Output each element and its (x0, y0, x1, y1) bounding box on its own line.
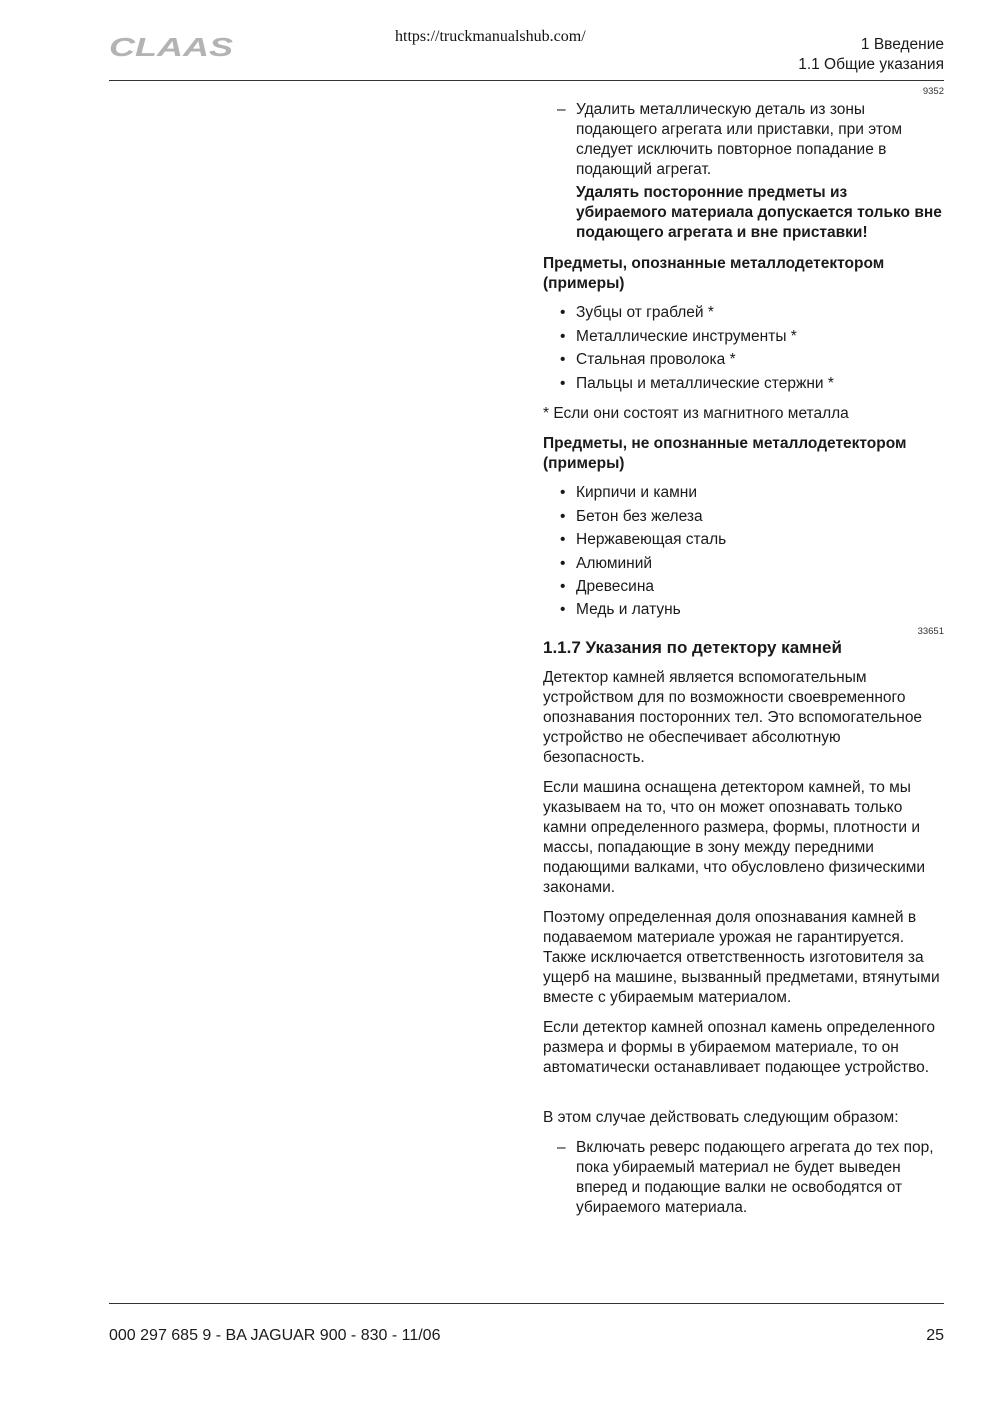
source-url: https://truckmanualshub.com/ (395, 28, 586, 45)
dash-mark: – (557, 101, 566, 118)
list-item: • Стальная проволока * (560, 351, 736, 368)
list-item: • Алюминий (560, 555, 653, 572)
list-item: • Зубцы от граблей * (560, 304, 714, 321)
paragraph: В этом случае действовать следующим образом: (543, 1109, 899, 1126)
paragraph: Поэтому определенная доля опознавания камней в подаваемом материале урожая не гарантируется. Также исключается ответственность изготовителя за ущерб на машине, вызванный предметами, втянутыми вместе с убираемым материалом. (543, 909, 940, 1006)
intro-dash-warning: Удалять посторонние предметы из убираемого материала допускается только вне подающего агрегата и вне приставки! (576, 184, 942, 241)
list-item: • Кирпичи и камни (560, 484, 697, 501)
list-item: • Медь и латунь (560, 601, 681, 618)
list-item: • Нержавеющая сталь (560, 531, 727, 548)
detected-heading: Предметы, опознанные металлодетектором (примеры) (543, 255, 885, 292)
ref-number-top: 9352 (922, 86, 944, 97)
footer-divider (109, 1303, 944, 1304)
list-item: • Металлические инструменты * (560, 328, 797, 345)
page-number: 25 (926, 1327, 944, 1344)
intro-dash-item (557, 100, 942, 243)
header-chapter-block (798, 35, 944, 75)
reverse-dash-text: Включать реверс подающего агрегата до тех пор, пока убираемый материал не будет выведен вперед и подающие валки не освободятся от убираемого материала. (576, 1139, 934, 1216)
not-detected-heading: Предметы, не опознанные металлодетектором (примеры) (543, 435, 907, 472)
paragraph: Детектор камней является вспомогательным устройством для по возможности своевременного опознавания посторонних тел. Это вспомогательное устройство не обеспечивает абсолютную безопасность. (543, 669, 923, 766)
section-heading: 1.1.7 Указания по детектору камней (543, 638, 842, 657)
dash-mark: – (557, 1139, 566, 1156)
intro-dash-text: Удалить металлическую деталь из зоны подающего агрегата или приставки, при этом следует исключить повторное попадание в подающий агрегат. (576, 101, 903, 178)
list-item: • Бетон без железа (560, 508, 703, 525)
ref-number-mid: 33651 (917, 626, 944, 637)
logo-text: CLAAS (109, 35, 234, 59)
list-item: • Пальцы и металлические стержни * (560, 375, 834, 392)
detected-footnote: * Если они состоят из магнитного металла (543, 405, 849, 422)
header-divider (109, 80, 944, 81)
paragraph: Если детектор камней опознал камень определенного размера и формы в убираемом материале, то он автоматически останавливает подающее устройство. (543, 1019, 936, 1076)
section-title: 1.1 Общие указания (798, 56, 944, 73)
list-item: • Древесина (560, 578, 655, 595)
claas-logo (109, 35, 235, 59)
reverse-dash-item (557, 1138, 942, 1218)
chapter-title: 1 Введение (860, 36, 944, 53)
document-number: 000 297 685 9 - BA JAGUAR 900 - 830 - 11/06 (109, 1327, 441, 1344)
paragraph: Если машина оснащена детектором камней, то мы указываем на то, что он может опознавать только камни определенного размера, формы, плотности и массы, попадающие в зону между передними подающими валками, что обусловлено физическими законами. (543, 779, 926, 896)
